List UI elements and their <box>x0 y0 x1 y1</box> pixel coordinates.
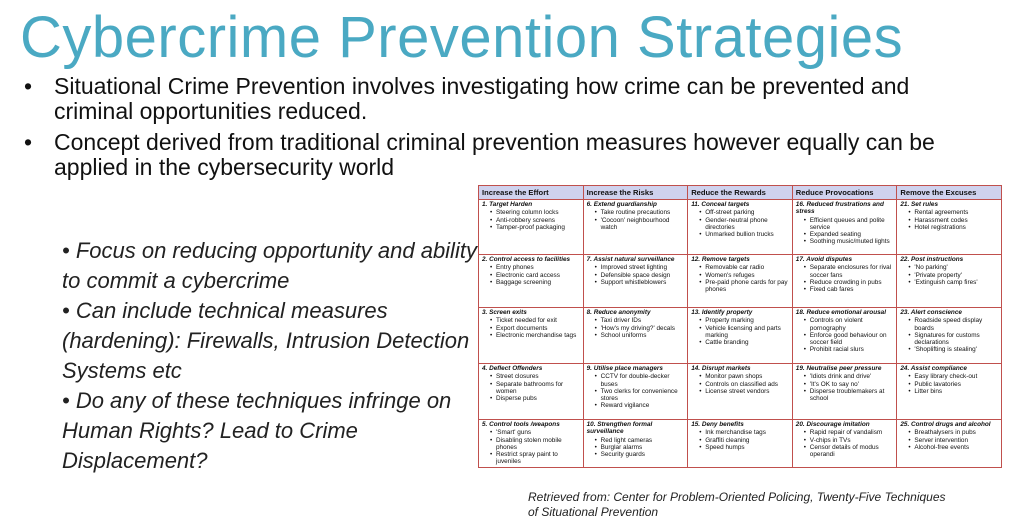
bullet-item <box>24 130 984 180</box>
technique-title: 20. Discourage imitation <box>795 421 870 428</box>
technique-examples <box>796 264 894 293</box>
technique-examples <box>482 373 580 402</box>
technique-title: 8. Reduce anonymity <box>586 309 651 316</box>
technique-example: • Server intervention <box>908 437 998 444</box>
technique-cell <box>583 364 688 420</box>
technique-example: • Burglar alarms <box>595 444 685 451</box>
column-header: Reduce Provocations <box>792 186 897 200</box>
sub-point: • Focus on reducing opportunity and ability to commit a cybercrime <box>62 238 477 293</box>
technique-example: • Support whistleblowers <box>595 279 685 286</box>
technique-cell <box>583 308 688 364</box>
technique-example: • Rental agreements <box>908 209 998 216</box>
technique-example: • Steering column locks <box>490 209 580 216</box>
technique-cell <box>688 255 793 308</box>
column-header: Reduce the Rewards <box>688 186 793 200</box>
technique-title: 6. Extend guardianship <box>586 201 657 208</box>
technique-example: • Street closures <box>490 373 580 380</box>
technique-example: • 'Extinguish camp fires' <box>908 279 998 286</box>
technique-example: • School uniforms <box>595 332 685 339</box>
table-row <box>479 420 1002 468</box>
technique-examples <box>691 317 789 346</box>
technique-example: • Hotel registrations <box>908 224 998 231</box>
technique-cell <box>897 420 1002 468</box>
technique-cell <box>479 255 584 308</box>
technique-example: • Off-street parking <box>699 209 789 216</box>
sub-points <box>62 236 482 476</box>
technique-cell <box>792 255 897 308</box>
technique-examples <box>900 264 998 286</box>
technique-example: • Speed humps <box>699 444 789 451</box>
technique-examples <box>796 317 894 353</box>
technique-examples <box>691 429 789 451</box>
technique-title: 4. Deflect Offenders <box>482 365 543 372</box>
technique-title: 14. Disrupt markets <box>691 365 751 372</box>
technique-example: • Harassment codes <box>908 217 998 224</box>
technique-example: • Disabling stolen mobile phones <box>490 437 580 452</box>
technique-example: • Signatures for customs declarations <box>908 332 998 347</box>
technique-example: • 'Private property' <box>908 272 998 279</box>
slide-title: Cybercrime Prevention Strategies <box>20 5 904 70</box>
table-body <box>479 200 1002 468</box>
column-header: Increase the Effort <box>479 186 584 200</box>
table-row <box>479 308 1002 364</box>
technique-cell <box>479 420 584 468</box>
technique-title: 5. Control tools /weapons <box>482 421 560 428</box>
technique-examples <box>482 209 580 231</box>
technique-example: • Electronic card access <box>490 272 580 279</box>
technique-examples <box>482 429 580 465</box>
technique-example: • Unmarked bullion trucks <box>699 231 789 238</box>
technique-example: • CCTV for double-decker buses <box>595 373 685 388</box>
technique-example: • Roadside speed display boards <box>908 317 998 332</box>
technique-example: • Ink merchandise tags <box>699 429 789 436</box>
technique-examples <box>900 373 998 395</box>
technique-title: 24. Assist compliance <box>900 365 967 372</box>
technique-example: • License street vendors <box>699 388 789 395</box>
technique-cell <box>688 308 793 364</box>
table-row <box>479 200 1002 255</box>
technique-example: • Electronic merchandise tags <box>490 332 580 339</box>
technique-example: • Monitor pawn shops <box>699 373 789 380</box>
technique-cell <box>583 255 688 308</box>
technique-example: • Disperse pubs <box>490 395 580 402</box>
technique-cell <box>897 255 1002 308</box>
techniques-table <box>478 185 1002 468</box>
technique-examples <box>900 429 998 451</box>
technique-example: • Alcohol-free events <box>908 444 998 451</box>
technique-title: 16. Reduced frustrations and stress <box>795 201 884 216</box>
technique-examples <box>587 264 685 286</box>
technique-examples <box>691 209 789 238</box>
technique-example: • Litter bins <box>908 388 998 395</box>
technique-examples <box>796 429 894 458</box>
technique-example: • Defensible space design <box>595 272 685 279</box>
technique-cell <box>897 308 1002 364</box>
technique-example: • 'Idiots drink and drive' <box>804 373 894 380</box>
technique-example: • 'It's OK to say no' <box>804 381 894 388</box>
bullet-text: Situational Crime Prevention involves investigating how crime can be prevented and criminal opportunities reduced. <box>54 73 910 124</box>
bullet-marker: • <box>24 73 33 99</box>
technique-examples <box>900 209 998 231</box>
bullet-item <box>24 74 984 124</box>
technique-example: • V-chips in TVs <box>804 437 894 444</box>
technique-cell <box>792 308 897 364</box>
technique-example: • Women's refuges <box>699 272 789 279</box>
technique-title: 22. Post instructions <box>900 256 964 263</box>
technique-title: 18. Reduce emotional arousal <box>795 309 886 316</box>
technique-example: • 'Cocoon' neighbourhood watch <box>595 217 685 232</box>
technique-example: • Restrict spray paint to juveniles <box>490 451 580 466</box>
technique-cell <box>897 200 1002 255</box>
technique-example: • Cattle branding <box>699 339 789 346</box>
technique-example: • Vehicle licensing and parts marking <box>699 325 789 340</box>
technique-example: • Entry phones <box>490 264 580 271</box>
technique-examples <box>900 317 998 353</box>
technique-cell <box>479 364 584 420</box>
technique-example: • Breathalysers in pubs <box>908 429 998 436</box>
technique-example: • 'Shoplifting is stealing' <box>908 346 998 353</box>
technique-example: • Pre-paid phone cards for pay phones <box>699 279 789 294</box>
technique-example: • Fixed cab fares <box>804 286 894 293</box>
technique-example: • Gender-neutral phone directories <box>699 217 789 232</box>
technique-example: • Reward vigilance <box>595 402 685 409</box>
technique-title: 21. Set rules <box>900 201 939 208</box>
technique-example: • Disperse troublemakers at school <box>804 388 894 403</box>
technique-title: 15. Deny benefits <box>691 421 744 428</box>
technique-example: • 'No parking' <box>908 264 998 271</box>
technique-examples <box>796 373 894 402</box>
technique-examples <box>691 373 789 395</box>
technique-examples <box>587 317 685 339</box>
technique-cell <box>792 420 897 468</box>
technique-cell <box>897 364 1002 420</box>
bullet-marker: • <box>24 129 33 155</box>
technique-title: 1. Target Harden <box>482 201 533 208</box>
table-row <box>479 255 1002 308</box>
sub-point: • Do any of these techniques infringe on Human Rights? Lead to Crime Displacement? <box>62 388 452 473</box>
column-header: Remove the Excuses <box>897 186 1002 200</box>
main-bullet-list <box>24 74 984 186</box>
technique-title: 2. Control access to facilities <box>482 256 571 263</box>
technique-title: 7. Assist natural surveillance <box>586 256 675 263</box>
technique-examples <box>587 437 685 459</box>
technique-example: • Separate enclosures for rival soccer fans <box>804 264 894 279</box>
technique-example: • Expanded seating <box>804 231 894 238</box>
technique-title: 11. Conceal targets <box>691 201 750 208</box>
technique-example: • Baggage screening <box>490 279 580 286</box>
technique-title: 19. Neutralise peer pressure <box>795 365 882 372</box>
technique-cell <box>688 200 793 255</box>
technique-example: • Soothing music/muted lights <box>804 238 894 245</box>
technique-title: 9. Utilise place managers <box>586 365 663 372</box>
technique-example: • Easy library check-out <box>908 373 998 380</box>
technique-example: • Export documents <box>490 325 580 332</box>
bullet-text: Concept derived from traditional criminal prevention measures however equally can be applied in the cybersecurity world <box>54 129 935 180</box>
technique-example: • Enforce good behaviour on soccer field <box>804 332 894 347</box>
technique-example: • Censor details of modus operandi <box>804 444 894 459</box>
technique-examples <box>796 217 894 246</box>
technique-example: • Anti-robbery screens <box>490 217 580 224</box>
technique-cell <box>688 420 793 468</box>
technique-cell <box>792 200 897 255</box>
technique-title: 25. Control drugs and alcohol <box>900 421 991 428</box>
technique-example: • Removable car radio <box>699 264 789 271</box>
technique-example: • Red light cameras <box>595 437 685 444</box>
technique-example: • Tamper-proof packaging <box>490 224 580 231</box>
technique-example: • Two clerks for convenience stores <box>595 388 685 403</box>
technique-example: • Taxi driver IDs <box>595 317 685 324</box>
technique-example: • Property marking <box>699 317 789 324</box>
technique-cell <box>583 420 688 468</box>
technique-examples <box>482 264 580 286</box>
technique-cell <box>479 200 584 255</box>
technique-examples <box>587 209 685 231</box>
technique-example: • Prohibit racial slurs <box>804 346 894 353</box>
technique-title: 17. Avoid disputes <box>795 256 853 263</box>
technique-example: • Separate bathrooms for women <box>490 381 580 396</box>
technique-example: • Rapid repair of vandalism <box>804 429 894 436</box>
table-row <box>479 364 1002 420</box>
technique-example: • Efficient queues and polite service <box>804 217 894 232</box>
column-header: Increase the Risks <box>583 186 688 200</box>
table-header-row <box>479 186 1002 200</box>
technique-example: • Take routine precautions <box>595 209 685 216</box>
technique-example: • Ticket needed for exit <box>490 317 580 324</box>
technique-example: • Public lavatories <box>908 381 998 388</box>
technique-example: • Security guards <box>595 451 685 458</box>
technique-cell <box>583 200 688 255</box>
technique-example: • 'How's my driving?' decals <box>595 325 685 332</box>
technique-example: • Controls on classified ads <box>699 381 789 388</box>
technique-example: • 'Smart' guns <box>490 429 580 436</box>
technique-title: 12. Remove targets <box>691 256 750 263</box>
technique-example: • Reduce crowding in pubs <box>804 279 894 286</box>
technique-examples <box>587 373 685 409</box>
technique-example: • Improved street lighting <box>595 264 685 271</box>
technique-title: 13. Identify property <box>691 309 753 316</box>
sub-point: • Can include technical measures (hardening): Firewalls, Intrusion Detection Systems etc <box>62 298 470 383</box>
technique-cell <box>792 364 897 420</box>
technique-title: 3. Screen exits <box>482 309 527 316</box>
citation: Retrieved from: Center for Problem-Oriented Policing, Twenty-Five Techniques of Situational Prevention <box>528 490 946 519</box>
technique-title: 10. Strengthen formal surveillance <box>586 421 653 436</box>
technique-cell <box>688 364 793 420</box>
technique-title: 23. Alert conscience <box>900 309 962 316</box>
technique-examples <box>691 264 789 293</box>
technique-cell <box>479 308 584 364</box>
technique-example: • Graffiti cleaning <box>699 437 789 444</box>
technique-examples <box>482 317 580 339</box>
technique-example: • Controls on violent pornography <box>804 317 894 332</box>
